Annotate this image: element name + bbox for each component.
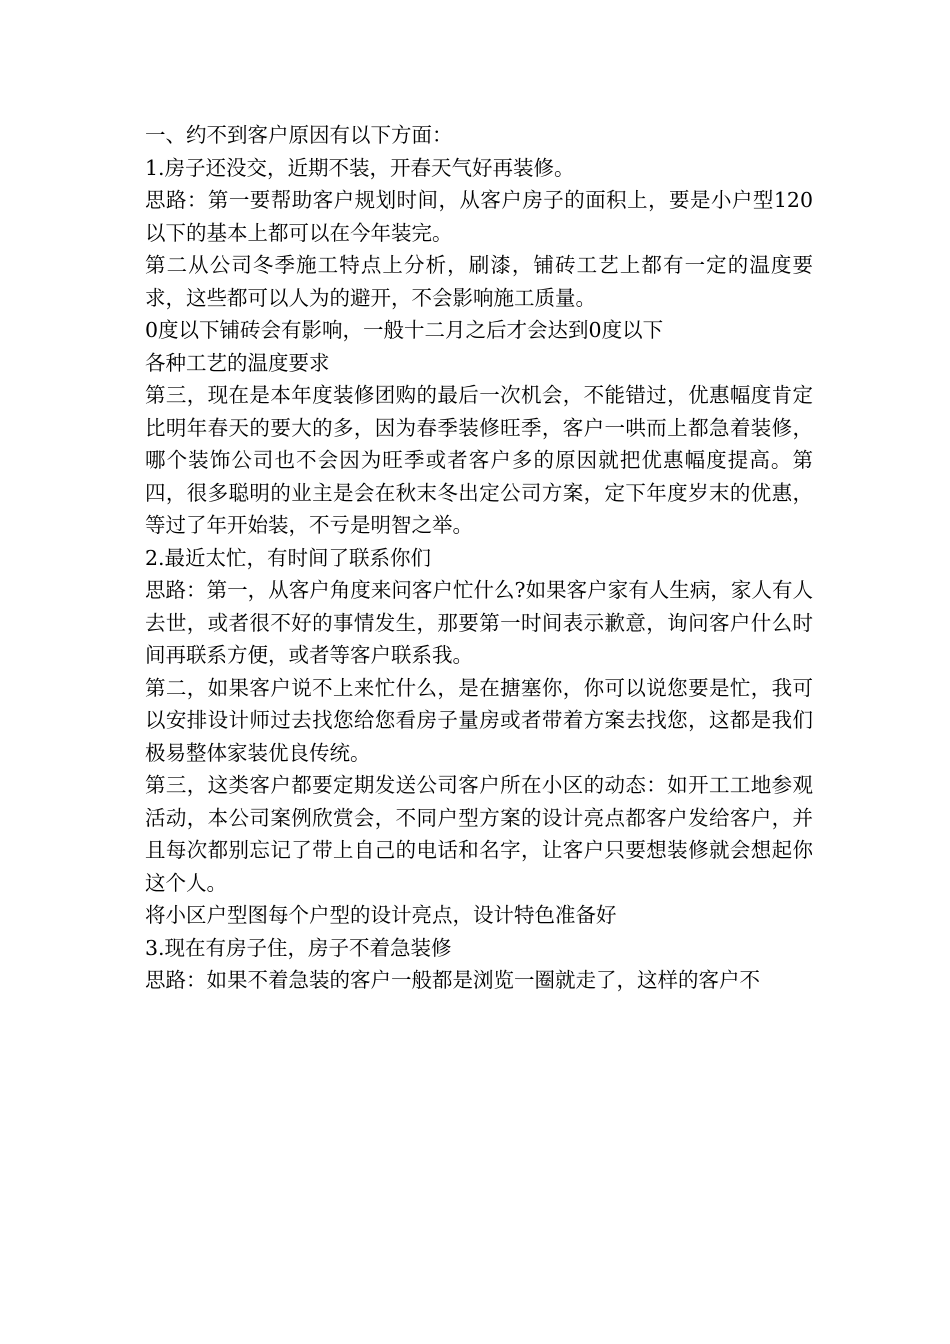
reason-1-approach: 思路：第一要帮助客户规划时间，从客户房子的面积上，要是小户型120以下的基本上都可以在今年装完。 — [145, 188, 813, 245]
reason-3-approach: 思路：如果不着急装的客户一般都是浏览一圈就走了，这样的客户不 — [145, 968, 760, 992]
floorplan-note: 将小区户型图每个户型的设计亮点，设计特色准备好 — [145, 903, 617, 927]
reason-1-point-2: 第二从公司冬季施工特点上分析，刷漆，铺砖工艺上都有一定的温度要求，这些都可以人为的避开，不会影响施工质量。 — [145, 253, 813, 310]
document-body — [145, 119, 813, 997]
reason-3-title: 3.现在有房子住，房子不着急装修 — [145, 935, 452, 960]
temperature-note: 0度以下铺砖会有影响，一般十二月之后才会达到0度以下 — [145, 318, 664, 342]
reason-2-point-3: 第三，这类客户都要定期发送公司客户所在小区的动态：如开工工地参观活动，本公司案例欣赏会，不同户型方案的设计亮点都客户发给客户，并且每次都别忘记了带上自己的电话和名字，让客户只要想装修就会想起你这个人。 — [145, 773, 813, 895]
reason-1-title: 1.房子还没交，近期不装，开春天气好再装修。 — [145, 155, 575, 180]
section-heading: 一、约不到客户原因有以下方面： — [145, 123, 453, 147]
temperature-requirements: 各种工艺的温度要求 — [145, 350, 330, 375]
reason-2-point-2: 第二，如果客户说不上来忙什么，是在搪塞你，你可以说您要是忙，我可以安排设计师过去找您给您看房子量房或者带着方案去找您，这都是我们极易整体家装优良传统。 — [145, 675, 813, 765]
reason-2-title: 2.最近太忙，有时间了联系你们 — [145, 545, 432, 570]
reason-1-point-3-4: 第三，现在是本年度装修团购的最后一次机会，不能错过，优惠幅度肯定比明年春天的要大的多，因为春季装修旺季，客户一哄而上都急着装修，哪个装饰公司也不会因为旺季或者客户多的原因就把优惠幅度提高。第四，很多聪明的业主是会在秋末冬出定公司方案，定下年度岁末的优惠，等过了年开始装，不亏是明智之举。 — [145, 383, 813, 537]
reason-2-approach: 思路：第一，从客户角度来问客户忙什么?如果客户家有人生病，家人有人去世，或者很不好的事情发生，那要第一时间表示歉意，询问客户什么时间再联系方便，或者等客户联系我。 — [145, 578, 813, 667]
